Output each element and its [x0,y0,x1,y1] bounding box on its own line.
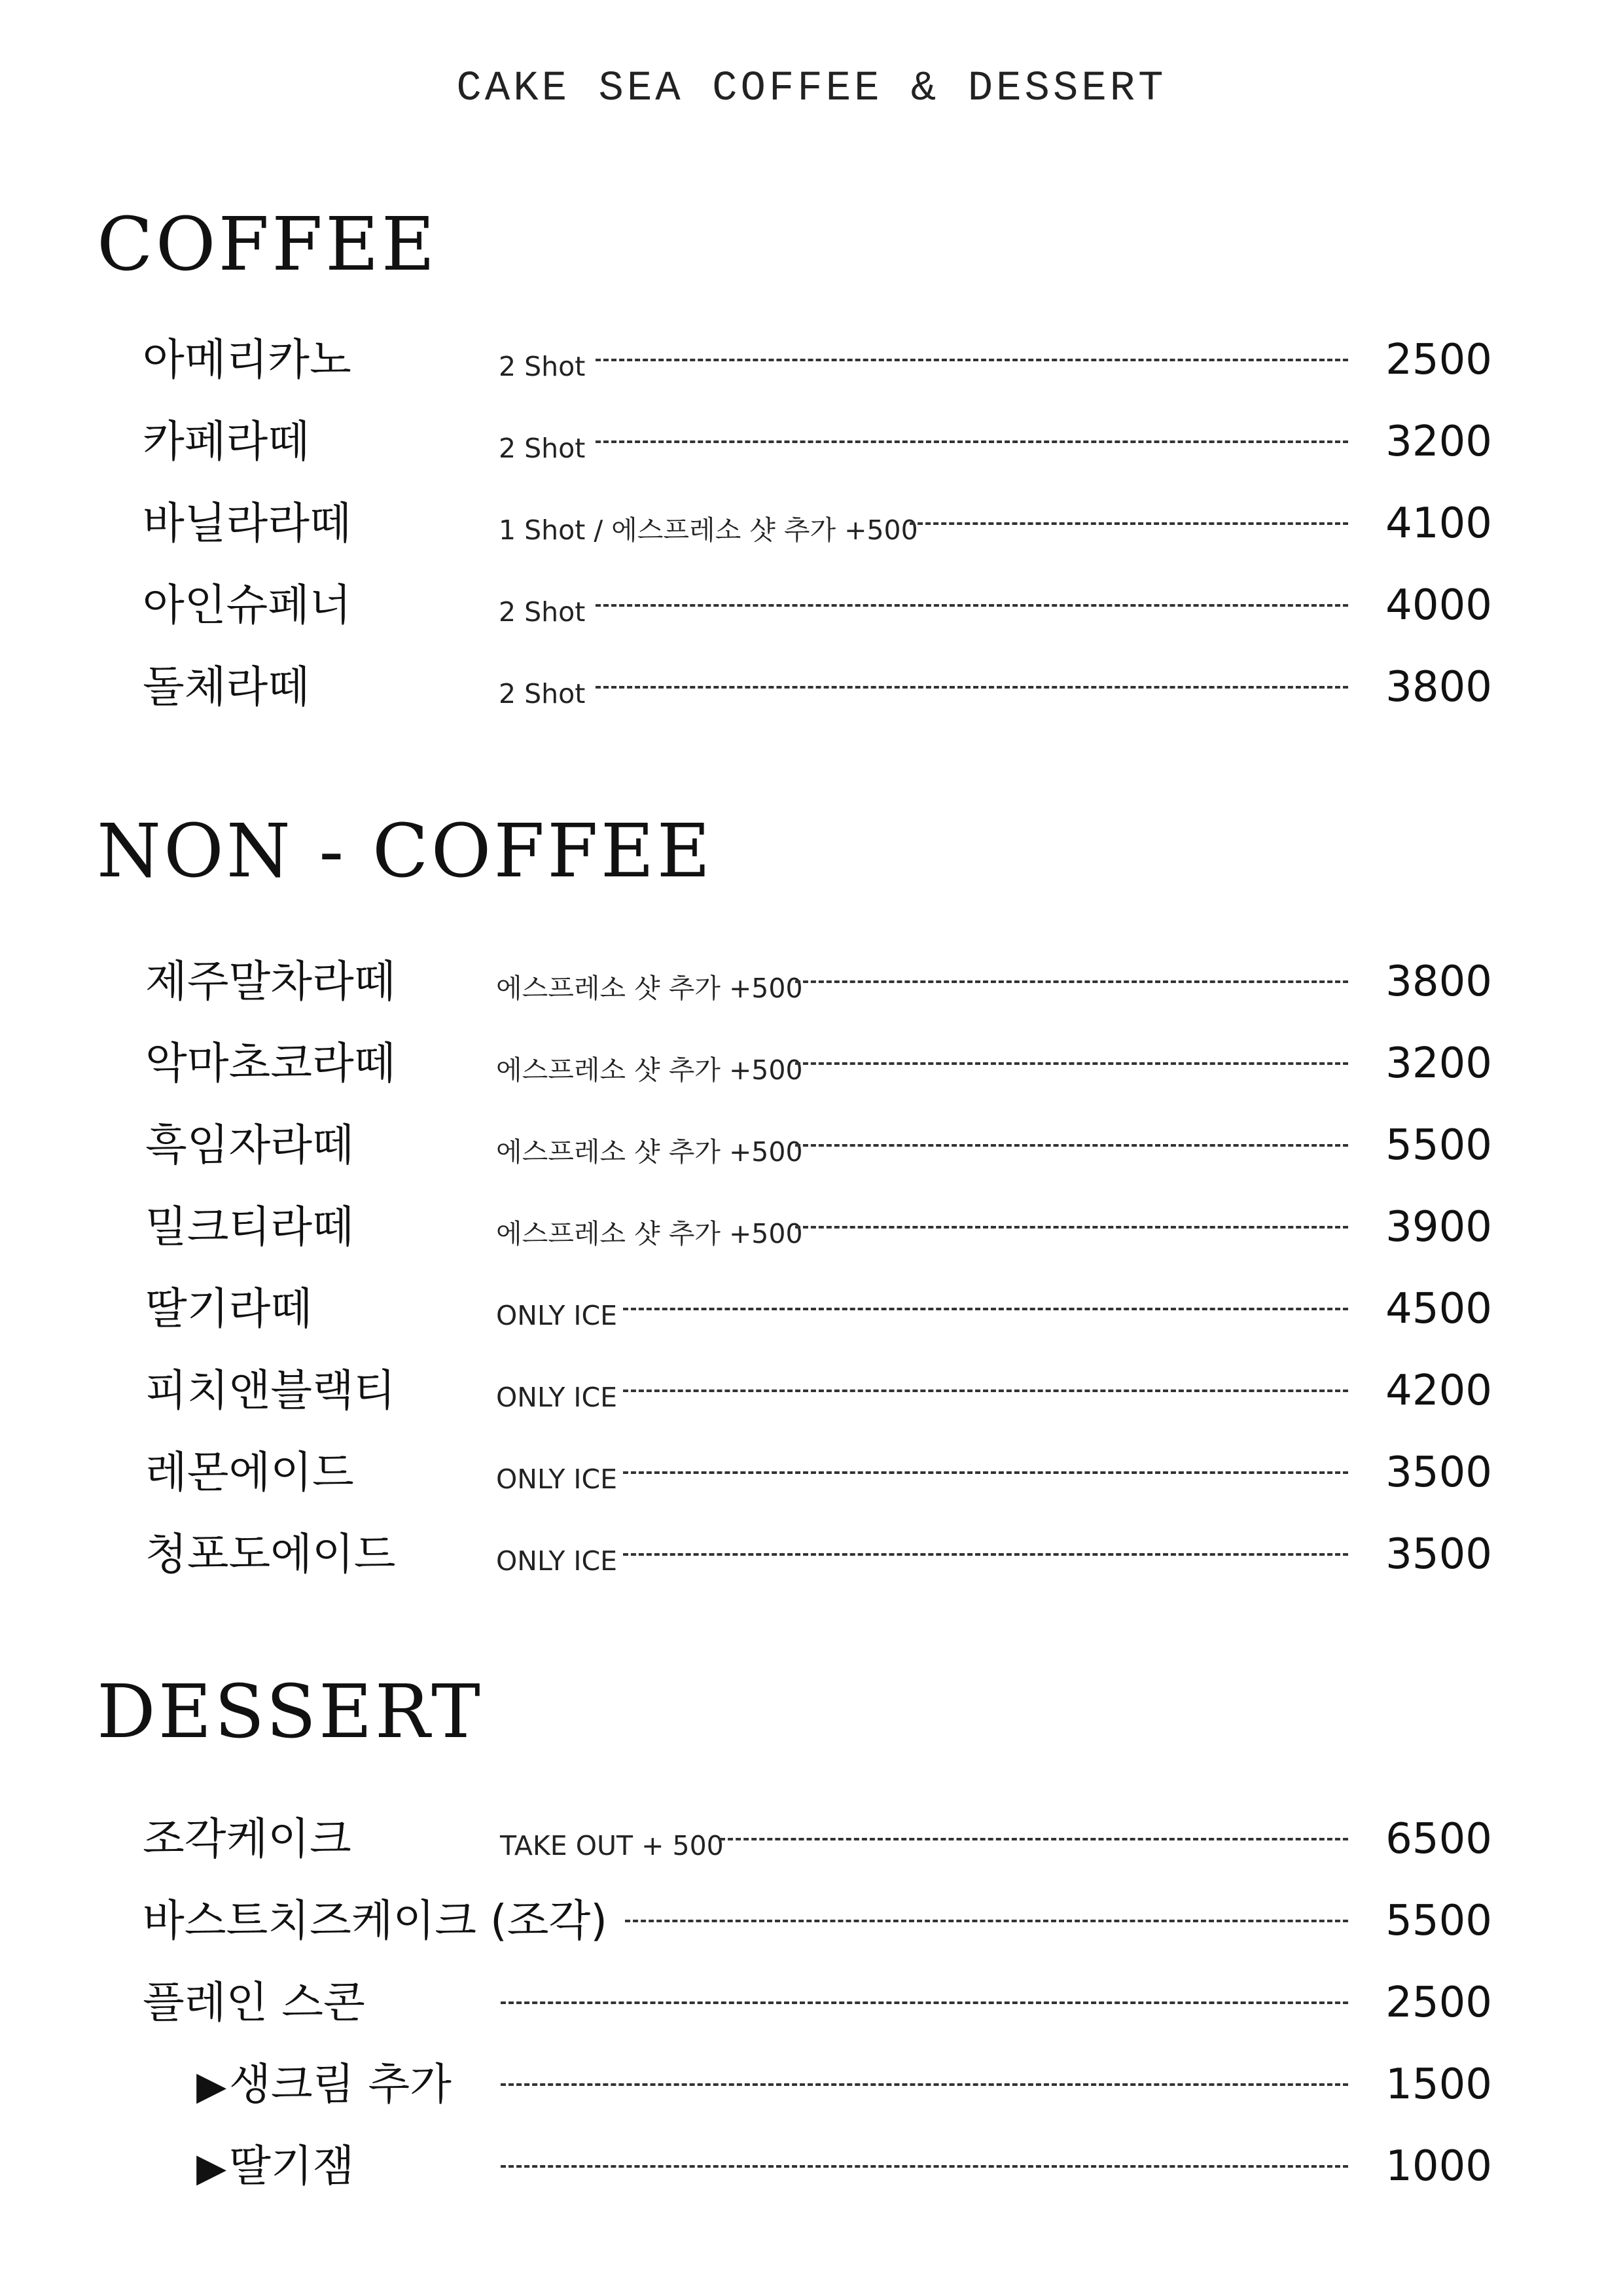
section-title-coffee: COFFEE [97,202,438,287]
menu-item-price: 3800 [1385,958,1492,1006]
menu-item-price: 2500 [1385,1979,1492,2027]
menu-item-row [0,1188,1623,1266]
menu-item-note: ONLY ICE [496,1382,618,1413]
play-arrow-icon: ▶ [196,2145,227,2191]
menu-item-name: 흑임자라떼 [145,1120,354,1170]
menu-item-row [0,1433,1623,1512]
section-title-dessert: DESSERT [97,1670,483,1755]
dotted-leader [501,2001,1348,2004]
menu-item-name: 돌체라떼 [143,662,310,712]
dotted-leader [501,2165,1348,2168]
menu-item-name: 카페라떼 [143,416,310,467]
menu-item-price: 3500 [1385,1448,1492,1497]
menu-item-row [0,484,1623,563]
menu-item-note: 에스프레소 샷 추가 +500 [496,973,803,1004]
menu-item-price: 4200 [1385,1367,1492,1415]
menu-item-name: 플레인 스콘 [143,1977,365,2028]
menu-item-name: 악마초코라떼 [145,1038,396,1088]
menu-item-row [0,1024,1623,1103]
menu-item-row [0,2127,1623,2206]
menu-item-price: 2500 [1385,336,1492,384]
menu-item-name: 제주말차라떼 [145,956,396,1007]
menu-item-row [0,1515,1623,1594]
menu-item-price: 3500 [1385,1530,1492,1579]
dotted-leader [795,1062,1348,1065]
menu-item-row [0,321,1623,399]
dotted-leader [623,1553,1348,1556]
dotted-leader [596,440,1348,443]
menu-item-name: 조각케이크 [143,1814,351,1864]
menu-item-note: TAKE OUT + 500 [500,1830,724,1861]
dotted-leader [596,359,1348,361]
dotted-leader [623,1308,1348,1310]
menu-item-name: 바닐라라떼 [143,498,351,548]
dotted-leader [623,1471,1348,1474]
menu-item-note: ONLY ICE [496,1300,618,1331]
menu-item-row [0,1270,1623,1348]
menu-item-note: 에스프레소 샷 추가 +500 [496,1218,803,1249]
dotted-leader [795,980,1348,983]
menu-item-row [0,1106,1623,1185]
menu-item-price: 6500 [1385,1815,1492,1863]
menu-item-name: 청포도에이드 [145,1529,396,1579]
menu-item-price: 3200 [1385,418,1492,466]
menu-item-name: 딸기라떼 [145,1283,313,1334]
menu-item-note: 2 Shot [499,678,586,709]
dotted-leader [501,2083,1348,2086]
menu-item-price: 4100 [1385,499,1492,548]
menu-item-price: 1000 [1385,2142,1492,2191]
dotted-leader [720,1838,1348,1840]
menu-item-name: 아인슈페너 [143,580,351,630]
menu-item-price: 1500 [1385,2060,1492,2109]
menu-item-price: 3900 [1385,1203,1492,1251]
addon-label: 딸기잼 [229,2141,355,2191]
menu-item-note: 2 Shot [499,596,586,628]
menu-item-name: 레몬에이드 [145,1447,354,1498]
menu-item-row [0,1352,1623,1430]
menu-item-row [0,648,1623,726]
menu-item-row [0,1964,1623,2042]
menu-item-row [0,566,1623,645]
menu-item-name: 아메리카노 [143,334,351,385]
addon-label: 생크림 추가 [229,2059,452,2109]
menu-item-name: 바스트치즈케이크 (조각) [143,1895,608,1946]
menu-item-note: ONLY ICE [496,1545,618,1577]
dotted-leader [625,1920,1348,1922]
play-arrow-icon: ▶ [196,2063,227,2109]
menu-item-price: 3800 [1385,663,1492,711]
dotted-leader [596,604,1348,607]
menu-item-price: 4000 [1385,581,1492,630]
section-title-non-coffee: NON - COFFEE [97,809,713,894]
menu-item-note: 1 Shot / 에스프레소 샷 추가 +500 [499,514,918,546]
menu-item-note: 2 Shot [499,433,586,464]
menu-item-row [0,1800,1623,1878]
menu-item-price: 5500 [1385,1121,1492,1170]
dotted-leader [795,1226,1348,1229]
dotted-leader [910,522,1348,525]
dotted-leader [795,1144,1348,1147]
menu-item-row [0,403,1623,481]
menu-item-name-addon [196,2127,354,2207]
menu-header-title: CAKE SEA COFFEE & DESSERT [456,65,1167,113]
dotted-leader [623,1390,1348,1392]
menu-item-row [0,1882,1623,1960]
menu-item-price: 4500 [1385,1285,1492,1333]
menu-item-note: 에스프레소 샷 추가 +500 [496,1054,803,1086]
dotted-leader [596,686,1348,689]
menu-item-price: 5500 [1385,1897,1492,1945]
menu-item-note: ONLY ICE [496,1463,618,1495]
menu-item-price: 3200 [1385,1039,1492,1088]
menu-item-note: 2 Shot [499,351,586,382]
menu-item-name: 밀크티라떼 [145,1202,354,1252]
menu-item-row [0,942,1623,1021]
menu-item-name: 피치앤블랙티 [145,1365,396,1416]
menu-item-name-addon [196,2045,452,2125]
menu-item-row [0,2045,1623,2124]
menu-item-note: 에스프레소 샷 추가 +500 [496,1136,803,1168]
